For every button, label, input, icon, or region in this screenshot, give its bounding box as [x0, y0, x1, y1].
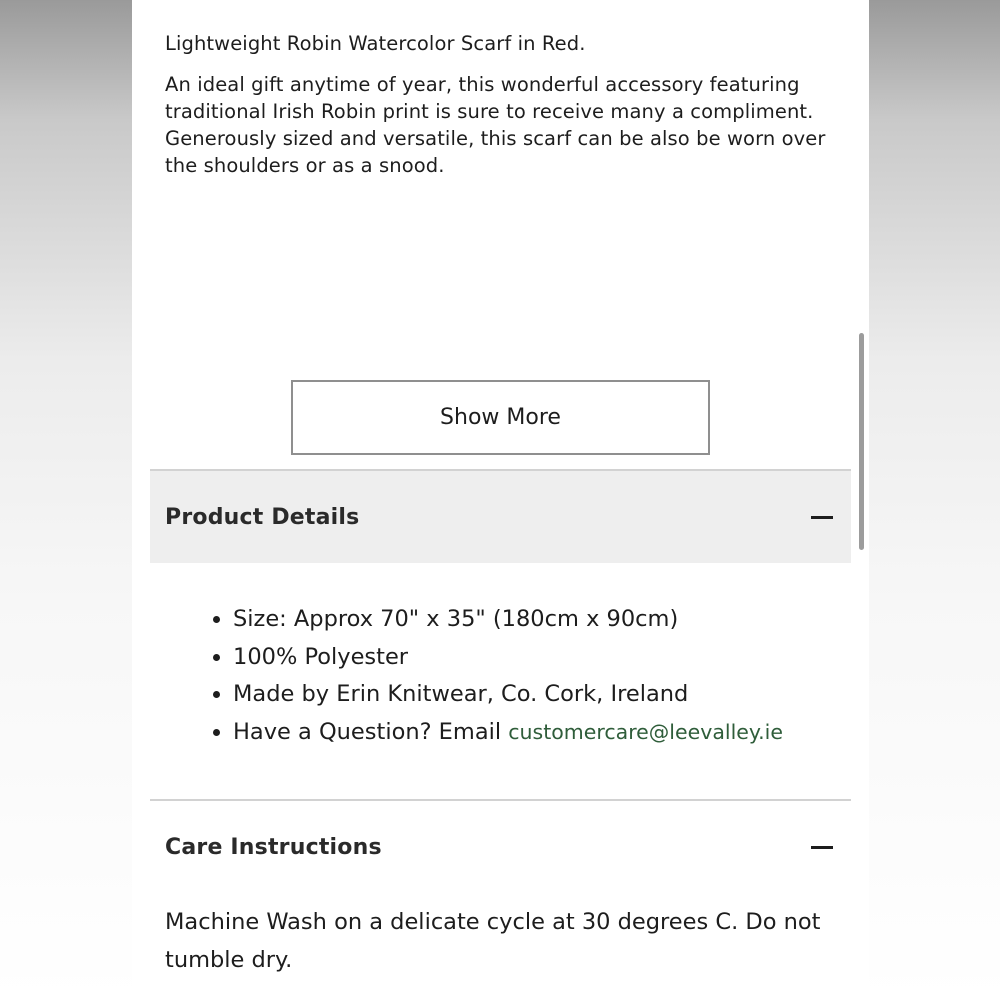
list-item-question	[233, 714, 869, 752]
right-background	[869, 0, 1000, 1000]
customer-care-email-link[interactable]: customercare@leevalley.ie	[508, 720, 783, 745]
product-description	[165, 30, 845, 179]
product-description-text: An ideal gift anytime of year, this wonderful accessory featuring traditional Irish Robin print is sure to receive many a compliment. Generously sized and versatile, this scarf can be also be worn over the shoulders or as a snood.	[165, 73, 826, 177]
care-instructions-text: Machine Wash on a delicate cycle at 30 degrees C. Do not tumble dry.	[165, 909, 821, 973]
care-instructions-title: Care Instructions	[165, 834, 382, 860]
product-page	[132, 0, 869, 1000]
left-background	[0, 0, 132, 1000]
divider	[150, 799, 851, 801]
minus-icon[interactable]	[811, 516, 833, 519]
product-details-header[interactable]	[150, 471, 851, 563]
care-instructions-header[interactable]	[150, 802, 851, 892]
show-more-button[interactable]: Show More	[291, 380, 710, 455]
scrollbar-thumb[interactable]	[859, 333, 864, 550]
list-item: • Size: Approx 70" x 35" (180cm x 90cm)	[233, 601, 869, 639]
product-details-title: Product Details	[165, 504, 360, 530]
question-label: Have a Question? Email	[233, 719, 502, 746]
list-item: • Made by Erin Knitwear, Co. Cork, Ireland	[233, 676, 869, 714]
minus-icon[interactable]	[811, 846, 833, 849]
list-item: • 100% Polyester	[233, 639, 869, 677]
product-lead-text: Lightweight Robin Watercolor Scarf in Red.	[165, 32, 586, 55]
product-details-list	[193, 601, 869, 752]
